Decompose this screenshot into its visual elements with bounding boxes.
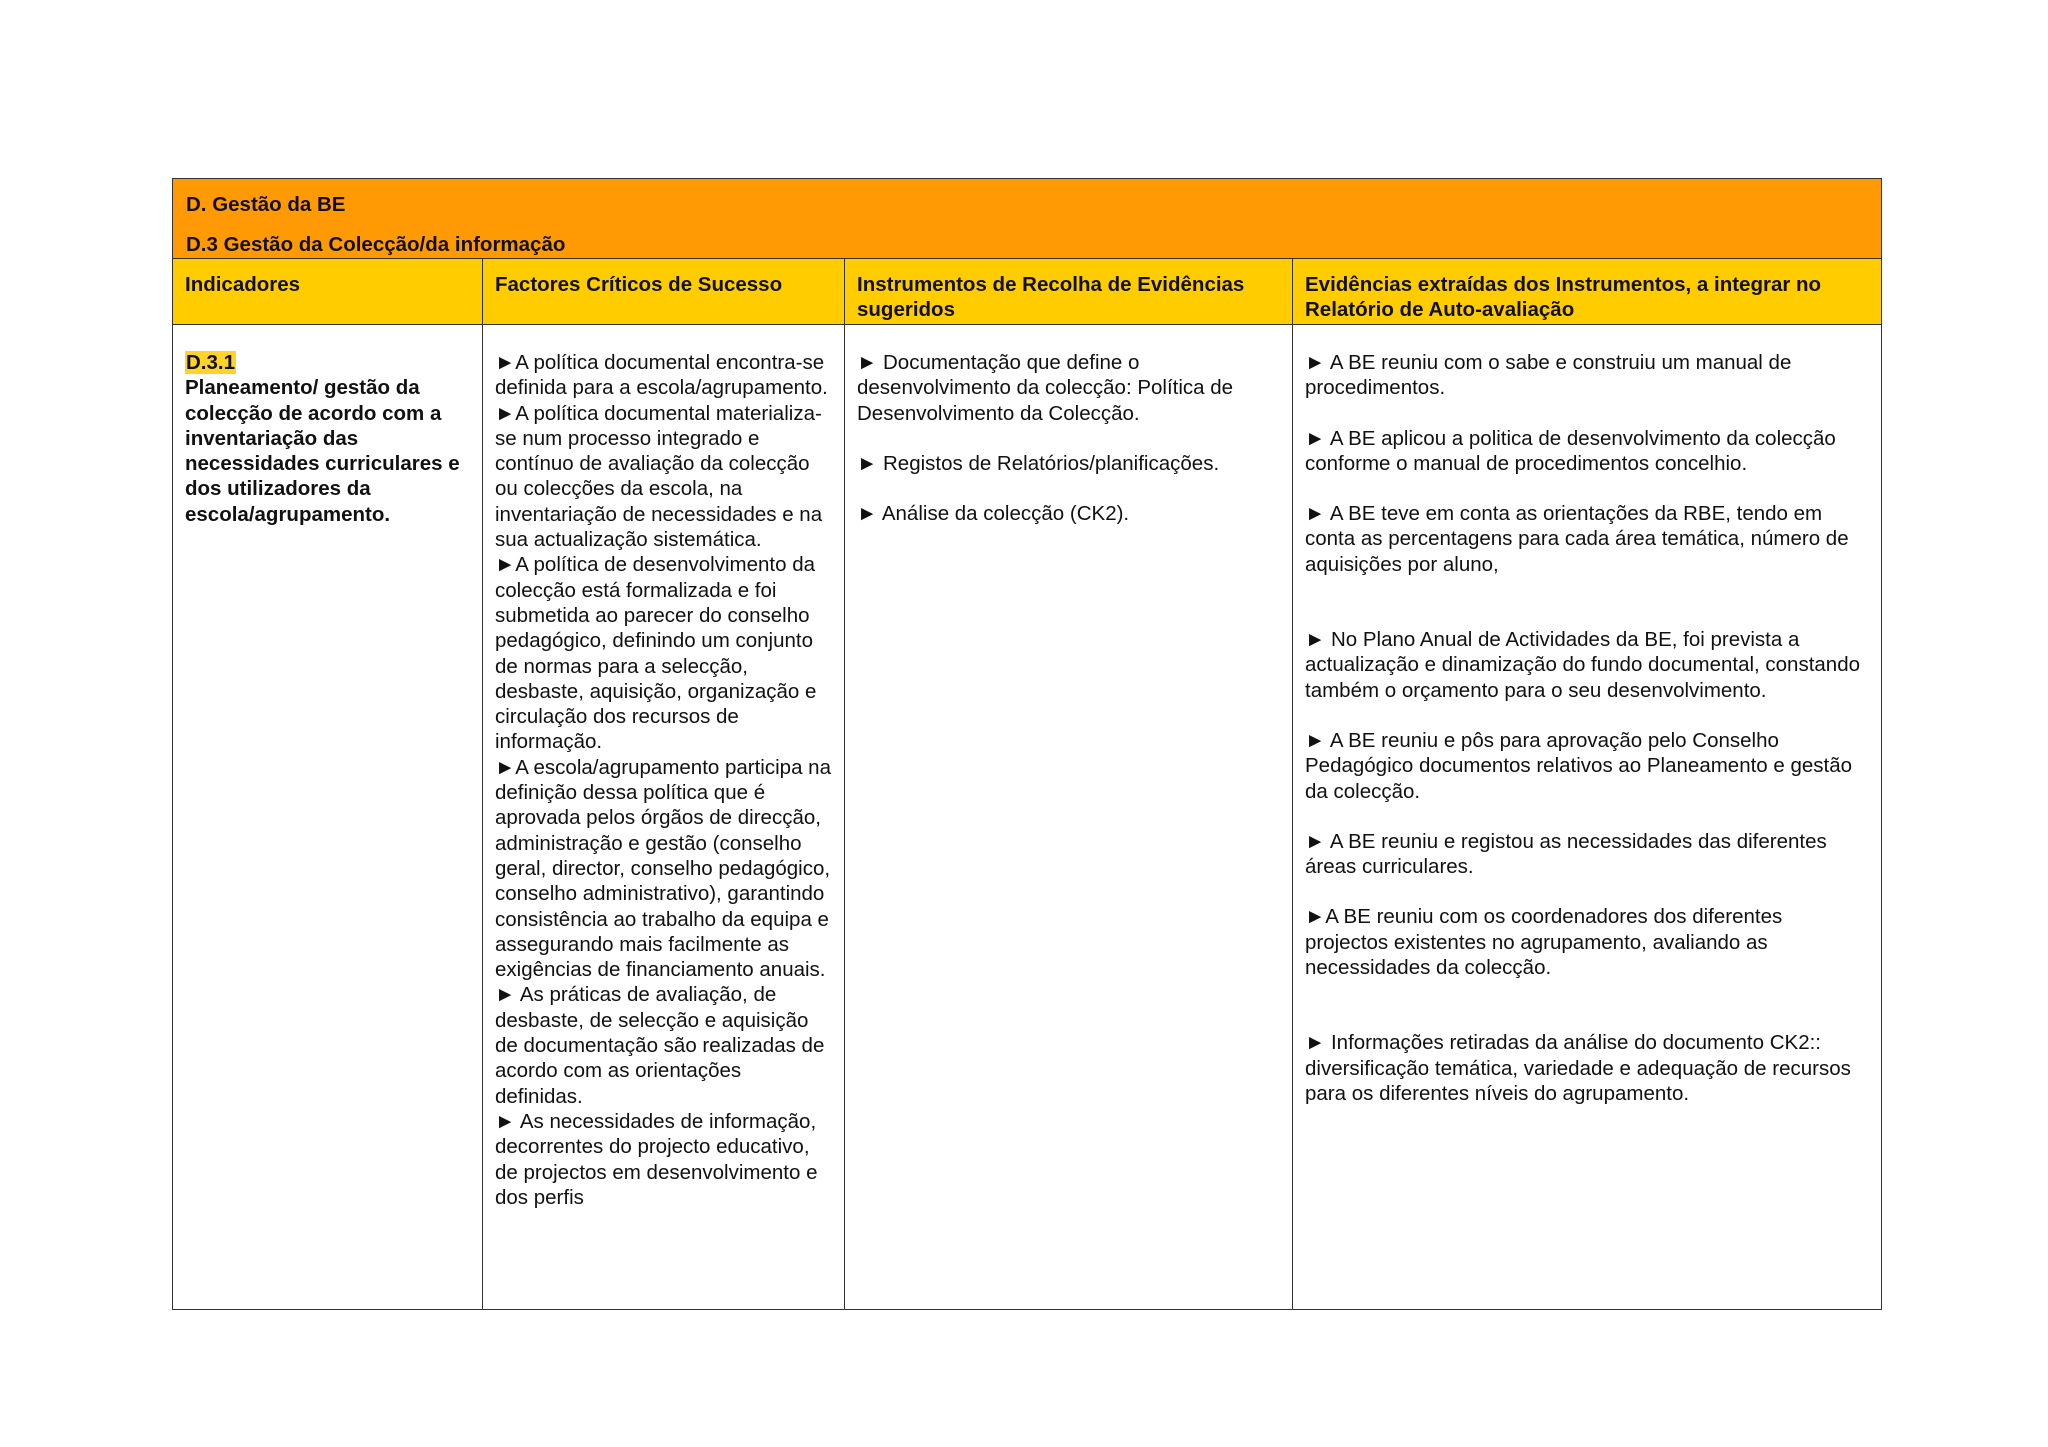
table-row — [173, 325, 1882, 1310]
instrument-item: ► Registos de Relatórios/planificações. — [857, 451, 1220, 475]
evaluation-table — [172, 178, 1882, 1310]
section-header-cell — [173, 179, 1882, 259]
column-header-row — [173, 259, 1882, 325]
header-factores — [483, 259, 845, 325]
evidence-item: ► A BE reuniu com o sabe e construiu um manual de procedimentos. — [1305, 351, 1792, 400]
evidence-item: ►A BE reuniu com os coordenadores dos diferentes projectos existentes no agrupamento, avaliando as necessidades da colecção. — [1305, 905, 1783, 980]
factor-item: ►A política de desenvolvimento da colecção está formalizada e foi submetida ao parecer do conselho pedagógico, definindo um conjunto de normas para a selecção, desbaste, aquisição, organização e circulação dos recursos de informação. — [495, 553, 817, 754]
header-evidencias-label: Evidências extraídas dos Instrumentos, a integrar no Relatório de Auto-avaliação — [1305, 273, 1822, 321]
factor-item: ►A escola/agrupamento participa na definição dessa política que é aprovada pelos órgãos de direcção, administração e gestão (conselho geral, director, conselho pedagógico, conselho administrativo), garantindo consistência ao trabalho da equipa e assegurando mais facilmente as exigências de financiamento anuais. — [495, 755, 831, 982]
indicator-code: D.3.1 — [186, 351, 235, 374]
indicator-text: Planeamento/ gestão da colecção de acordo com a inventariação das necessidades curriculares e dos utilizadores da escola/agrupamento. — [185, 376, 460, 526]
factors-cell — [483, 325, 845, 1310]
evidence-item: ► No Plano Anual de Actividades da BE, foi prevista a actualização e dinamização do fundo documental, constando também o orçamento para o seu desenvolvimento. — [1305, 628, 1861, 702]
section-title: D. Gestão da BE — [186, 193, 346, 216]
header-instrumentos-label: Instrumentos de Recolha de Evidências sugeridos — [857, 273, 1245, 321]
evidence-item: ► A BE reuniu e pôs para aprovação pelo Conselho Pedagógico documentos relativos ao Planeamento e gestão da colecção. — [1305, 728, 1853, 803]
instrument-item: ► Análise da colecção (CK2). — [857, 502, 1130, 526]
header-factores-label: Factores Críticos de Sucesso — [495, 273, 783, 296]
factor-item: ►A política documental materializa-se num processo integrado e contínuo de avaliação da colecção ou colecções da escola, na inventariação de necessidades e na sua actualização sistemática. — [495, 401, 823, 552]
evidence-item: ► Informações retiradas da análise do documento CK2:: diversificação temática, variedade e adequação de recursos para os diferentes níveis do agrupamento. — [1305, 1031, 1851, 1105]
evidence-cell — [1293, 325, 1882, 1310]
section-header-row — [173, 179, 1882, 259]
evidence-item: ► A BE reuniu e registou as necessidades das diferentes áreas curriculares. — [1305, 829, 1827, 879]
indicator-cell — [173, 325, 483, 1310]
header-instrumentos — [845, 259, 1293, 325]
instruments-cell — [845, 325, 1293, 1310]
factor-item: ► As necessidades de informação, decorrentes do projecto educativo, de projectos em desenvolvimento e dos perfis — [495, 1109, 818, 1209]
header-evidencias — [1293, 259, 1882, 325]
evidence-item: ► A BE aplicou a politica de desenvolvimento da colecção conforme o manual de procedimentos concelhio. — [1305, 426, 1836, 475]
instrument-item: ► Documentação que define o desenvolvimento da colecção: Política de Desenvolvimento da Colecção. — [857, 351, 1234, 425]
section-subtitle: D.3 Gestão da Colecção/da informação — [186, 233, 566, 256]
header-indicadores — [173, 259, 483, 325]
factor-item: ► As práticas de avaliação, de desbaste, de selecção e aquisição de documentação são realizadas de acordo com as orientações definidas. — [495, 983, 825, 1108]
factor-item: ►A política documental encontra-se definida para a escola/agrupamento. — [495, 351, 828, 400]
header-indicadores-label: Indicadores — [185, 273, 301, 296]
evidence-item: ► A BE teve em conta as orientações da RBE, tendo em conta as percentagens para cada área temática, número de aquisições por aluno, — [1305, 502, 1849, 576]
